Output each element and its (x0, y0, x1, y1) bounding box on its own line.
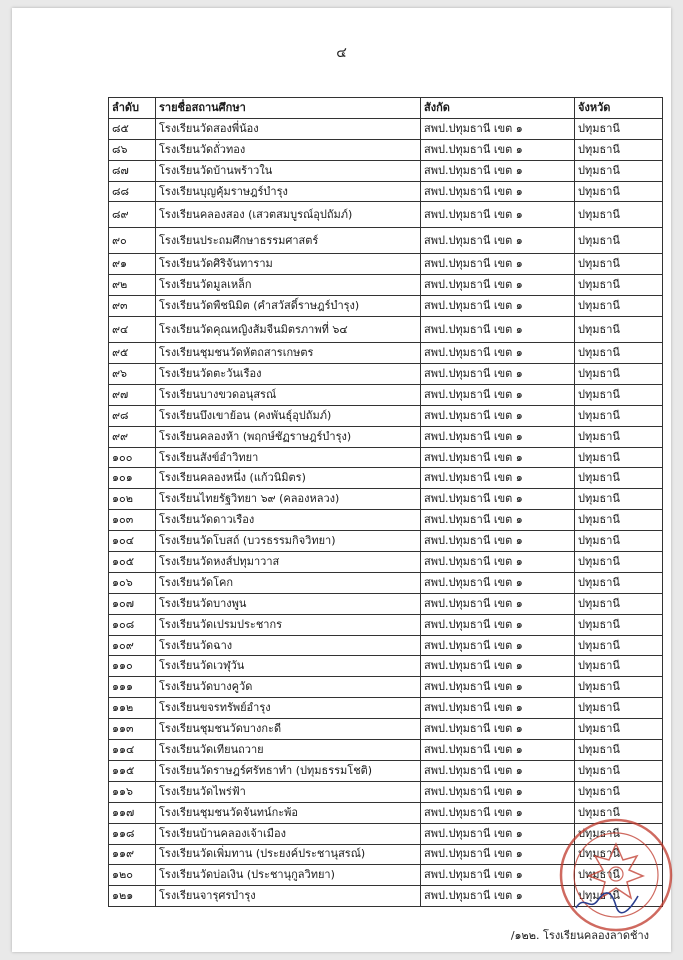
row-number: ๙๕ (109, 343, 156, 364)
table-row (109, 719, 663, 740)
affiliation: สพป.ปทุมธานี เขต ๑ (421, 740, 575, 761)
affiliation: สพป.ปทุมธานี เขต ๑ (421, 343, 575, 364)
school-name: โรงเรียนวัดราษฎร์ศรัทธาทำ (ปทุมธรรมโชติ) (156, 760, 421, 781)
table-row (109, 572, 663, 593)
province: ปทุมธานี (575, 823, 663, 844)
affiliation: สพป.ปทุมธานี เขต ๑ (421, 698, 575, 719)
school-name: โรงเรียนวัดบ้านพร้าวใน (156, 160, 421, 181)
row-number: ๑๑๙ (109, 844, 156, 865)
affiliation: สพป.ปทุมธานี เขต ๑ (421, 139, 575, 160)
school-name: โรงเรียนวัดคุณหญิงส้มจีนมิตรภาพที่ ๖๔ (156, 317, 421, 343)
affiliation: สพป.ปทุมธานี เขต ๑ (421, 160, 575, 181)
row-number: ๑๐๔ (109, 531, 156, 552)
row-number: ๘๗ (109, 160, 156, 181)
province: ปทุมธานี (575, 343, 663, 364)
province: ปทุมธานี (575, 296, 663, 317)
affiliation: สพป.ปทุมธานี เขต ๑ (421, 228, 575, 254)
province: ปทุมธานี (575, 489, 663, 510)
province: ปทุมธานี (575, 275, 663, 296)
affiliation: สพป.ปทุมธานี เขต ๑ (421, 719, 575, 740)
table-row (109, 118, 663, 139)
school-name: โรงเรียนประถมศึกษาธรรมศาสตร์ (156, 228, 421, 254)
header-affiliation: สังกัด (421, 98, 575, 119)
affiliation: สพป.ปทุมธานี เขต ๑ (421, 593, 575, 614)
school-name: โรงเรียนชุมชนวัดบางกะดี (156, 719, 421, 740)
table-row (109, 405, 663, 426)
row-number: ๘๖ (109, 139, 156, 160)
province: ปทุมธานี (575, 656, 663, 677)
row-number: ๙๐ (109, 228, 156, 254)
header-school-name: รายชื่อสถานศึกษา (156, 98, 421, 119)
province: ปทุมธานี (575, 552, 663, 573)
row-number: ๙๔ (109, 317, 156, 343)
page-number: ๔ (336, 45, 347, 61)
affiliation: สพป.ปทุมธานี เขต ๑ (421, 317, 575, 343)
affiliation: สพป.ปทุมธานี เขต ๑ (421, 552, 575, 573)
table-row (109, 426, 663, 447)
province: ปทุมธานี (575, 447, 663, 468)
province: ปทุมธานี (575, 202, 663, 228)
school-name: โรงเรียนวัดโคก (156, 572, 421, 593)
school-name: โรงเรียนวัดถั่วทอง (156, 139, 421, 160)
row-number: ๑๒๑ (109, 886, 156, 907)
row-number: ๘๘ (109, 181, 156, 202)
table-header-row (109, 98, 663, 119)
affiliation: สพป.ปทุมธานี เขต ๑ (421, 823, 575, 844)
school-name: โรงเรียนวัดพืชนิมิต (คำสวัสดิ์ราษฎร์บำรุง) (156, 296, 421, 317)
province: ปทุมธานี (575, 614, 663, 635)
province: ปทุมธานี (575, 719, 663, 740)
province: ปทุมธานี (575, 468, 663, 489)
school-name: โรงเรียนบึงเขาย้อน (คงพันธุ์อุปถัมภ์) (156, 405, 421, 426)
affiliation: สพป.ปทุมธานี เขต ๑ (421, 364, 575, 385)
table-row (109, 254, 663, 275)
school-name: โรงเรียนวัดมูลเหล็ก (156, 275, 421, 296)
row-number: ๑๐๒ (109, 489, 156, 510)
province: ปทุมธานี (575, 364, 663, 385)
school-name: โรงเรียนวัดบางคูวัด (156, 677, 421, 698)
table-row (109, 160, 663, 181)
school-name: โรงเรียนจารุศรบำรุง (156, 886, 421, 907)
province: ปทุมธานี (575, 317, 663, 343)
school-name: โรงเรียนวัดฉาง (156, 635, 421, 656)
province: ปทุมธานี (575, 531, 663, 552)
school-name: โรงเรียนวัดดาวเรือง (156, 510, 421, 531)
affiliation: สพป.ปทุมธานี เขต ๑ (421, 489, 575, 510)
affiliation: สพป.ปทุมธานี เขต ๑ (421, 844, 575, 865)
province: ปทุมธานี (575, 635, 663, 656)
table-row (109, 531, 663, 552)
row-number: ๙๒ (109, 275, 156, 296)
table-row (109, 139, 663, 160)
affiliation: สพป.ปทุมธานี เขต ๑ (421, 635, 575, 656)
province: ปทุมธานี (575, 426, 663, 447)
row-number: ๑๑๐ (109, 656, 156, 677)
handwritten-signature (572, 888, 642, 916)
school-name: โรงเรียนไทยรัฐวิทยา ๖๙ (คลองหลวง) (156, 489, 421, 510)
row-number: ๙๑ (109, 254, 156, 275)
row-number: ๑๑๘ (109, 823, 156, 844)
table-row (109, 343, 663, 364)
affiliation: สพป.ปทุมธานี เขต ๑ (421, 384, 575, 405)
school-name: โรงเรียนวัดเพิ่มทาน (ประยงค์ประชานุสรณ์) (156, 844, 421, 865)
row-number: ๑๑๖ (109, 781, 156, 802)
affiliation: สพป.ปทุมธานี เขต ๑ (421, 254, 575, 275)
affiliation: สพป.ปทุมธานี เขต ๑ (421, 531, 575, 552)
table-row (109, 635, 663, 656)
affiliation: สพป.ปทุมธานี เขต ๑ (421, 781, 575, 802)
school-name: โรงเรียนวัดหงส์ปทุมาวาส (156, 552, 421, 573)
province: ปทุมธานี (575, 802, 663, 823)
province: ปทุมธานี (575, 698, 663, 719)
school-name: โรงเรียนคลองสอง (เสวตสมบูรณ์อุปถัมภ์) (156, 202, 421, 228)
row-number: ๑๐๗ (109, 593, 156, 614)
affiliation: สพป.ปทุมธานี เขต ๑ (421, 656, 575, 677)
row-number: ๑๒๐ (109, 865, 156, 886)
table-row (109, 447, 663, 468)
affiliation: สพป.ปทุมธานี เขต ๑ (421, 802, 575, 823)
row-number: ๘๙ (109, 202, 156, 228)
province: ปทุมธานี (575, 510, 663, 531)
school-name: โรงเรียนวัดตะวันเรือง (156, 364, 421, 385)
affiliation: สพป.ปทุมธานี เขต ๑ (421, 468, 575, 489)
affiliation: สพป.ปทุมธานี เขต ๑ (421, 510, 575, 531)
row-number: ๑๐๕ (109, 552, 156, 573)
table-row (109, 202, 663, 228)
province: ปทุมธานี (575, 572, 663, 593)
row-number: ๙๙ (109, 426, 156, 447)
row-number: ๑๐๙ (109, 635, 156, 656)
school-name: โรงเรียนวัดเปรมประชากร (156, 614, 421, 635)
province: ปทุมธานี (575, 181, 663, 202)
affiliation: สพป.ปทุมธานี เขต ๑ (421, 296, 575, 317)
continuation-note: /๑๒๒. โรงเรียนคลองลาดช้าง (510, 929, 649, 942)
row-number: ๙๓ (109, 296, 156, 317)
row-number: ๑๐๐ (109, 447, 156, 468)
table-row (109, 656, 663, 677)
school-name: โรงเรียนวัดเทียนถวาย (156, 740, 421, 761)
table-row (109, 781, 663, 802)
row-number: ๑๐๑ (109, 468, 156, 489)
affiliation: สพป.ปทุมธานี เขต ๑ (421, 614, 575, 635)
affiliation: สพป.ปทุมธานี เขต ๑ (421, 202, 575, 228)
row-number: ๙๘ (109, 405, 156, 426)
table-row (109, 614, 663, 635)
affiliation: สพป.ปทุมธานี เขต ๑ (421, 426, 575, 447)
table-row (109, 296, 663, 317)
province: ปทุมธานี (575, 139, 663, 160)
school-name: โรงเรียนบางขวดอนุสรณ์ (156, 384, 421, 405)
province: ปทุมธานี (575, 740, 663, 761)
province: ปทุมธานี (575, 886, 663, 907)
row-number: ๑๑๓ (109, 719, 156, 740)
header-province: จังหวัด (575, 98, 663, 119)
province: ปทุมธานี (575, 384, 663, 405)
province: ปทุมธานี (575, 760, 663, 781)
school-name: โรงเรียนวัดบางพูน (156, 593, 421, 614)
province: ปทุมธานี (575, 228, 663, 254)
province: ปทุมธานี (575, 160, 663, 181)
affiliation: สพป.ปทุมธานี เขต ๑ (421, 447, 575, 468)
school-name: โรงเรียนวัดไพร่ฟ้า (156, 781, 421, 802)
school-name: โรงเรียนคลองห้า (พฤกษ์ชัฏราษฎร์บำรุง) (156, 426, 421, 447)
row-number: ๑๐๘ (109, 614, 156, 635)
table-row (109, 275, 663, 296)
row-number: ๙๖ (109, 364, 156, 385)
official-seal-stamp (557, 816, 675, 934)
affiliation: สพป.ปทุมธานี เขต ๑ (421, 275, 575, 296)
affiliation: สพป.ปทุมธานี เขต ๑ (421, 118, 575, 139)
province: ปทุมธานี (575, 677, 663, 698)
province: ปทุมธานี (575, 844, 663, 865)
affiliation: สพป.ปทุมธานี เขต ๑ (421, 572, 575, 593)
school-name: โรงเรียนชุมชนวัดจันทน์กะพ้อ (156, 802, 421, 823)
row-number: ๘๕ (109, 118, 156, 139)
province: ปทุมธานี (575, 781, 663, 802)
table-row (109, 677, 663, 698)
table-row (109, 468, 663, 489)
document-page (12, 8, 671, 952)
school-name: โรงเรียนวัดสองพี่น้อง (156, 118, 421, 139)
row-number: ๙๗ (109, 384, 156, 405)
school-name: โรงเรียนสังข์อำวิทยา (156, 447, 421, 468)
province: ปทุมธานี (575, 254, 663, 275)
province: ปทุมธานี (575, 865, 663, 886)
table-row (109, 364, 663, 385)
row-number: ๑๐๖ (109, 572, 156, 593)
province: ปทุมธานี (575, 405, 663, 426)
affiliation: สพป.ปทุมธานี เขต ๑ (421, 677, 575, 698)
affiliation: สพป.ปทุมธานี เขต ๑ (421, 760, 575, 781)
table-row (109, 740, 663, 761)
school-name: โรงเรียนวัดบ่อเงิน (ประชานุกูลวิทยา) (156, 865, 421, 886)
table-row (109, 698, 663, 719)
school-name: โรงเรียนบุญคุ้มราษฎร์บำรุง (156, 181, 421, 202)
table-row (109, 384, 663, 405)
row-number: ๑๑๒ (109, 698, 156, 719)
affiliation: สพป.ปทุมธานี เขต ๑ (421, 865, 575, 886)
affiliation: สพป.ปทุมธานี เขต ๑ (421, 405, 575, 426)
table-row (109, 593, 663, 614)
province: ปทุมธานี (575, 118, 663, 139)
table-row (109, 489, 663, 510)
school-name: โรงเรียนขจรทรัพย์อำรุง (156, 698, 421, 719)
table-row (109, 181, 663, 202)
table-row (109, 317, 663, 343)
school-name: โรงเรียนวัดโบสถ์ (บวรธรรมกิจวิทยา) (156, 531, 421, 552)
school-name: โรงเรียนวัดเวฬุวัน (156, 656, 421, 677)
province: ปทุมธานี (575, 593, 663, 614)
row-number: ๑๐๓ (109, 510, 156, 531)
row-number: ๑๑๔ (109, 740, 156, 761)
affiliation: สพป.ปทุมธานี เขต ๑ (421, 886, 575, 907)
table-row (109, 552, 663, 573)
school-name: โรงเรียนคลองหนึ่ง (แก้วนิมิตร) (156, 468, 421, 489)
affiliation: สพป.ปทุมธานี เขต ๑ (421, 181, 575, 202)
school-name: โรงเรียนชุมชนวัดหัตถสารเกษตร (156, 343, 421, 364)
table-row (109, 760, 663, 781)
schools-table (108, 97, 663, 907)
row-number: ๑๑๕ (109, 760, 156, 781)
table-row (109, 228, 663, 254)
school-name: โรงเรียนบ้านคลองเจ้าเมือง (156, 823, 421, 844)
row-number: ๑๑๑ (109, 677, 156, 698)
table-row (109, 510, 663, 531)
school-name: โรงเรียนวัดศิริจันทาราม (156, 254, 421, 275)
header-no: ลำดับ (109, 98, 156, 119)
row-number: ๑๑๗ (109, 802, 156, 823)
